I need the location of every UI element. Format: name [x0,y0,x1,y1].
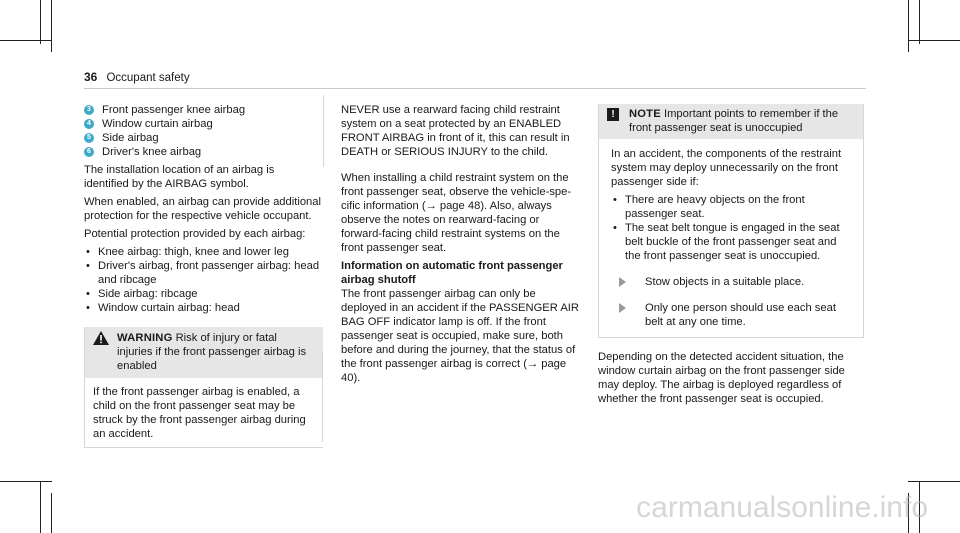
paragraph: The installation location of an airbag is identified by the AIRBAG symbol. [84,164,275,190]
step-text: Stow objects in a suitable place. [645,276,805,288]
paragraph: Depending on the detected accident situation, the window curtain airbag on the front passenger side may deploy. The airbag is deployed regardless of whether the front passenger seat is occupied. [598,351,845,405]
warning-box-border [322,352,323,442]
list-item: • Side airbag: ribcage [84,287,322,301]
legend-item [84,131,322,145]
legend-label: Window curtain airbag [102,118,213,130]
callout-badge: 5 [84,133,94,143]
paragraph-text: ). [353,372,361,384]
warning-box-border [323,95,324,167]
note-headline: Important points to remember if the front passenger seat is unoccupied [629,108,839,134]
legend-item [84,117,322,131]
paragraph-text: The front passenger airbag can only be deployed in an accident if the PASSENGER AIR BAG OFF indicator lamp is off. If the front passenger seat is occupied, make sure, both before and during the journey, that the status of the front passenger airbag is correct ( [341,288,579,370]
warning-label: WARNING [117,332,173,344]
callout-badge: 4 [84,119,94,129]
warning-triangle-icon [93,331,109,345]
watermark: carmanualsonline.info [636,491,928,524]
note-label: NOTE [629,108,661,120]
instruction-step [611,301,855,329]
instruction-step [611,275,855,289]
paragraph-text: When installing a child restraint system on the front passenger seat, observe the vehicle-specific information ( [341,172,572,212]
warning-continuation: NEVER use a rearward facing child restraint system on a seat protected by an ENABLED FRONT AIRBAG in front of it, this can result in DEATH or SERIOUS INJURY to the child. [341,104,570,158]
legend-item [84,145,322,159]
paragraph-text: ). Also, always observe the notes on rearward-facing or forward-facing child restraint systems on the front passenger seat. [341,200,560,254]
list-item: • Knee airbag: thigh, knee and lower leg [84,245,322,259]
paragraph: When enabled, an airbag can provide additional protection for the respective vehicle occupant. [84,196,321,222]
column-3 [598,104,864,410]
warning-box [84,327,323,448]
legend-item [84,103,322,117]
list-item: • The seat belt tongue is engaged in the seat belt buckle of the front passenger seat and the front passenger seat is unoccupied. [611,221,855,263]
column-1 [84,103,322,448]
paragraph [341,287,579,385]
warning-header [85,327,323,378]
exclamation-icon: ! [607,108,619,121]
note-body [599,139,863,337]
legend-label: Side airbag [102,132,159,144]
arrow-right-icon [619,303,633,313]
legend-label: Driver's knee airbag [102,146,202,158]
list-item: • There are heavy objects on the front passenger seat. [611,193,855,221]
warning-body: If the front passenger airbag is enabled, a child on the front passenger seat may be struck by the front passenger airbag during an accident. [93,386,306,440]
page-header [84,70,866,85]
legend-label: Front passenger knee airbag [102,104,246,116]
paragraph [341,171,579,255]
note-header [599,104,863,139]
page-reference: → page 48 [425,200,481,212]
column-2 [341,103,579,389]
page-reference: → page 40 [341,358,567,384]
bullet-list [611,193,855,263]
header-divider [84,88,866,89]
note-box [598,104,864,338]
page-number: 36 [84,70,98,84]
list-item: • Window curtain airbag: head [84,301,322,315]
paragraph: In an accident, the components of the restraint system may deploy unnecessarily on the front passenger side if: [611,148,842,188]
step-text: Only one person should use each seat belt at any one time. [645,302,836,328]
legend-list [84,103,322,159]
bullet-list [84,245,322,315]
callout-badge: 6 [84,147,94,157]
section-heading: Information on automatic front passenger airbag shutoff [341,260,563,286]
list-item: • Driver's airbag, front passenger airbag: head and ribcage [84,259,322,287]
section-title: Occupant safety [106,72,190,84]
warning-headline: Risk of injury or fatal injuries if the front passenger airbag is enabled [117,332,307,372]
paragraph: Potential protection provided by each airbag: [84,228,306,240]
callout-badge: 3 [84,105,94,115]
arrow-right-icon [619,277,633,287]
